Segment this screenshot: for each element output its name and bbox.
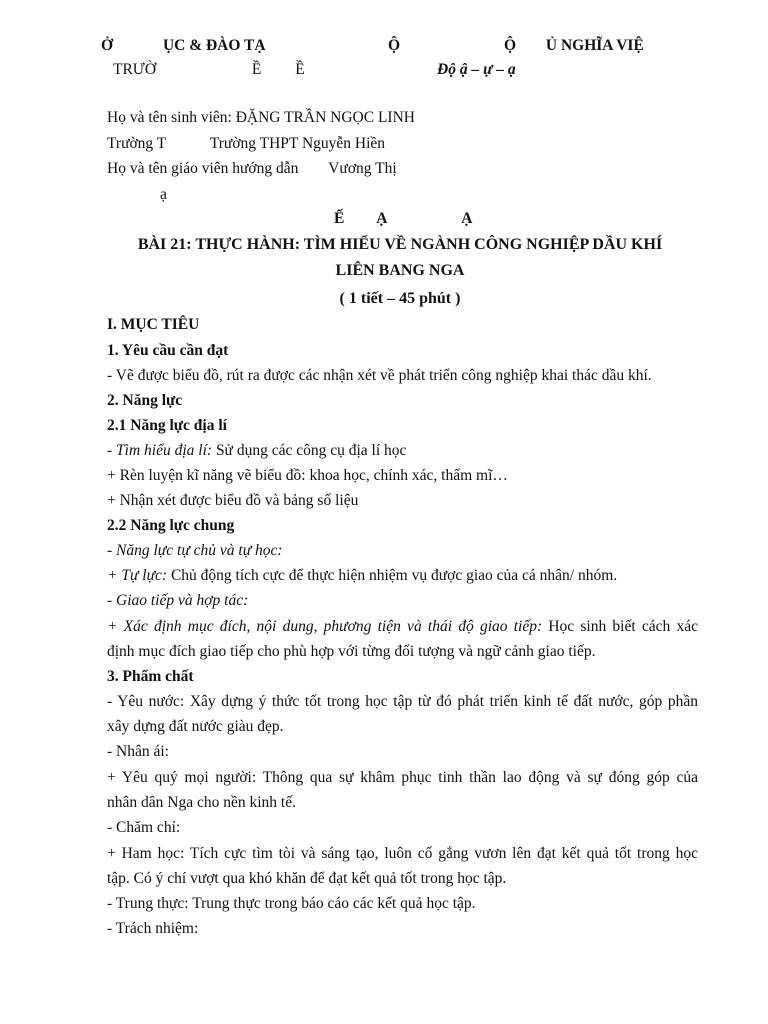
header-ministry-fragment-a: Ở [101, 37, 114, 54]
paragraph-line: + Nhận xét được biểu đồ và bảng số liệu [107, 492, 359, 509]
paragraph-text: Học sinh biết cách xác [542, 618, 698, 635]
header-school-fragment-c: Ề [295, 61, 305, 78]
paragraph-line: + Yêu quý mọi người: Thông qua sự khâm phục tinh thần lao động và sự đóng góp của [107, 769, 698, 786]
teacher-name-continuation: ạ [160, 186, 167, 203]
paragraph-line: xây dựng đất nước giàu đẹp. [107, 718, 284, 735]
paragraph-text: Sử dụng các công cụ địa lí học [212, 442, 407, 459]
plan-heading-fragment-a: Ế [334, 210, 345, 227]
header-ministry-fragment-b: ỤC & ĐÀO TẠ [162, 37, 266, 54]
header-republic-fragment-c: Ủ NGHĨA VIỆ [545, 37, 644, 54]
paragraph-line [107, 441, 406, 461]
paragraph-line: - Năng lực tự chủ và tự học: [107, 542, 283, 559]
subsection-qualities: 3. Phẩm chất [107, 668, 194, 685]
section-heading-objectives: I. MỤC TIÊU [107, 316, 200, 333]
teacher-label: Họ và tên giáo viên hướng dẫn [107, 160, 299, 177]
student-line [107, 108, 415, 128]
paragraph-line: - Vẽ được biểu đồ, rút ra được các nhận xét về phát triển công nghiệp khai thác dầu khí. [107, 367, 652, 384]
subsection-competencies: 2. Năng lực [107, 392, 183, 409]
paragraph-line: định mục đích giao tiếp cho phù hợp với từng đối tượng và ngữ cảnh giao tiếp. [107, 643, 596, 660]
header-right-line1 [388, 36, 644, 56]
subsection-geography-competency: 2.1 Năng lực địa lí [107, 417, 227, 434]
italic-lead: + Xác định mục đích, nội dung, phương tiện và thái độ giao tiếp: [107, 618, 543, 635]
header-left-line1 [101, 36, 266, 56]
plan-heading-fragment-c: Ạ [461, 210, 473, 227]
paragraph-line: - Trung thực: Trung thực trong báo cáo các kết quả học tập. [107, 895, 476, 912]
plan-heading [334, 209, 473, 229]
student-name: ĐẶNG TRẦN NGỌC LINH [235, 109, 415, 126]
paragraph-line: - Giao tiếp và hợp tác: [107, 592, 249, 609]
header-republic-fragment-a: Ộ [388, 37, 401, 54]
header-republic-fragment-b: Ộ [503, 37, 516, 54]
italic-lead: + Tự lực: [107, 567, 168, 584]
paragraph-line: tập. Có ý chí vượt qua khó khăn để đạt kết quả tốt trong học tập. [107, 870, 507, 887]
paragraph-line: - Nhân ái: [107, 743, 169, 760]
plan-heading-fragment-b: Ạ [376, 210, 388, 227]
header-left-line2 [113, 60, 305, 80]
teacher-name: Vương Thị [328, 160, 397, 177]
italic-lead: - Tìm hiểu địa lí: [107, 442, 213, 459]
paragraph-line: - Yêu nước: Xây dựng ý thức tốt trong học tập từ đó phát triển kinh tế đất nước, góp phần [107, 693, 698, 710]
paragraph-line: + Ham học: Tích cực tìm tòi và sáng tạo, luôn cố gắng vươn lên đạt kết quả tốt trong học [107, 845, 698, 862]
student-label: Họ và tên sinh viên: [107, 109, 232, 126]
subsection-general-competency: 2.2 Năng lực chung [107, 517, 235, 534]
paragraph-line [107, 617, 698, 637]
paragraph-line: nhân dân Nga cho nền kinh tế. [107, 794, 296, 811]
paragraph-line: - Chăm chỉ: [107, 819, 181, 836]
school-line [107, 134, 385, 154]
paragraph-line: - Trách nhiệm: [107, 920, 199, 937]
school-name: Trường THPT Nguyễn Hiền [209, 135, 386, 152]
paragraph-line [107, 566, 617, 586]
lesson-title: BÀI 21: THỰC HÀNH: TÌM HIỂU VỀ NGÀNH CÔNG NGHIỆP DẦU KHÍ [137, 236, 663, 253]
header-school-fragment-a: TRƯỜ [113, 61, 157, 78]
school-label: Trường T [107, 135, 166, 152]
lesson-duration: ( 1 tiết – 45 phút ) [339, 290, 461, 307]
subsection-requirements: 1. Yêu cầu cần đạt [107, 342, 229, 359]
header-school-fragment-b: Ề [251, 61, 262, 78]
teacher-line [107, 159, 397, 179]
lesson-title-line2: LIÊN BANG NGA [335, 262, 465, 279]
paragraph-line: + Rèn luyện kĩ năng vẽ biểu đồ: khoa học, chính xác, thẩm mĩ… [107, 467, 508, 484]
header-motto: Độ ậ – ự – ạ [437, 61, 516, 78]
paragraph-text: Chủ động tích cực để thực hiện nhiệm vụ được giao của cá nhân/ nhóm. [167, 567, 618, 584]
